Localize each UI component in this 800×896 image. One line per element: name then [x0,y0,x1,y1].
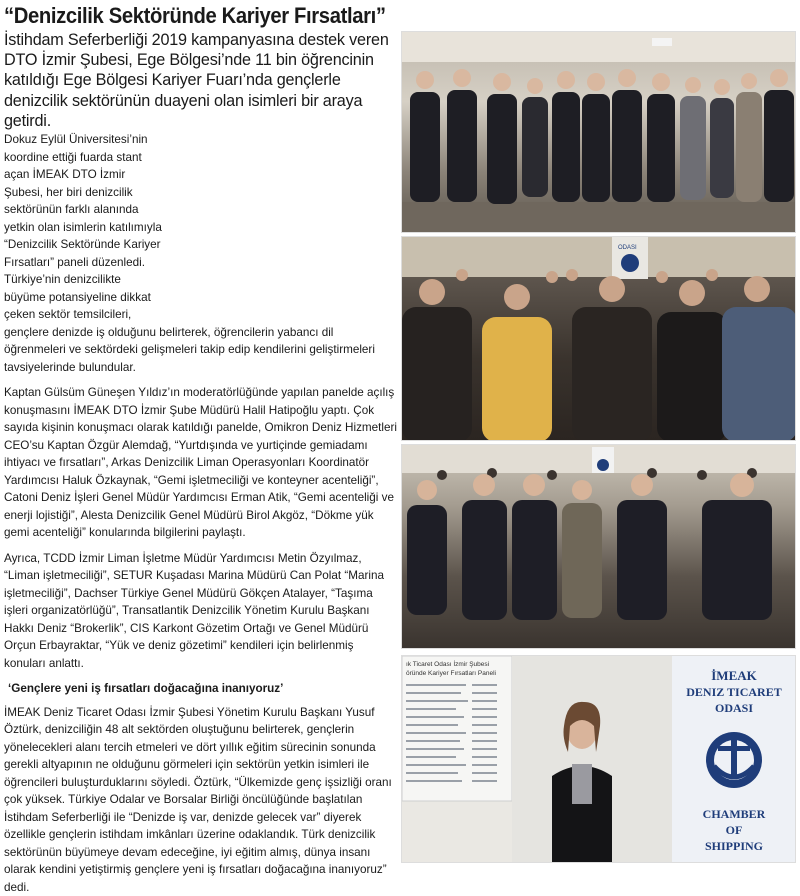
subheading: ‘Gençlere yeni iş fırsatları doğacağına inanıyoruz’ [8,680,398,698]
anchor-logo-icon [706,732,762,788]
article-body [4,131,398,896]
photo2-banner-text: ODASI [618,245,637,251]
banner-line4: CHAMBER [703,807,766,821]
article-lead: İstihdam Seferberliği 2019 kampanyasına destek veren DTO İzmir Şubesi, Ege Bölgesi’nde 11 bin öğrencinin katıldığı Ege Bölgesi Kariyer Fuarı’nda gençlerle denizcilik sektörünün duayeni olan isimleri bir araya getirdi. [4,30,396,131]
banner-line2: DENIZ TICARET [686,685,781,699]
paragraph-4: İMEAK Deniz Ticaret Odası İzmir Şubesi Yönetim Kurulu Başkanı Yusuf Öztürk, denizciliğin 48 alt sektörden oluştuğunu belirterek, gençlerin yönelecekleri alanı tercih etmeleri ve dört yıllık eğitim sürecinin sonunda gerekli altyapının ne olduğunu görmeleri için sektörün yetkin isimleri ile öğrencileri buluşturduklarını söyledi. Öztürk, “Ülkemizde genç işsizliği oranı çok yüksek. Türkiye Odalar ve Borsalar Birliği öncülüğünde başlatılan İstihdam Seferberliği ile “Denizde iş var, denizde gelecek var” diyerek özellikle gençlerin istihdam imkânları üzerine odaklandık. Türk denizcilik sektörünün büyümeye devam edeceğine, iyi eğitim almış, dünya insanı olarak kendini yetiştirmiş gençlere yeni iş fırsatları doğacağına inanıyoruz” dedi. [4,704,398,896]
photo-panelists-seated [401,444,796,649]
screen-title-2: öründe Kariyer Fırsatları Paneli [406,670,496,677]
screen-title-1: ık Ticaret Odası İzmir Şubesi [406,659,489,668]
paragraph-1-narrow: Dokuz Eylül Üniversitesi’nin koordine ettiği fuarda stant açan İMEAK DTO İzmir Şubesi, her biri denizcilik sektörünün farklı alanında yetkin olan isimlerin katılımıyla “Denizcilik Sektöründe Kariyer Fırsatları” paneli düzenledi. Türkiye’nin denizcilikte büyüme potansiyeline dikkat çeken sektör temsilcileri, [4,131,164,324]
paragraph-2: Kaptan Gülsüm Güneşen Yıldız’ın moderatörlüğünde yapılan panelde açılış konuşmasını İMEAK DTO İzmir Şube Müdürü Halil Hatipoğlu yaptı. Çok sayıda kişinin konuşmacı olarak katıldığı panelde, Omikron Deniz Hizmetleri CEO’su Kaptan Özgür Alemdağ, “Yurtdışında ve yurtiçinde gemiadamı ihtiyacı ve fırsatları”, Arkas Denizcilik Liman Operasyonları Koordinatör Yardımcısı Haluk Özkaynak, “Gemi işletmeciliği ve konteyner acenteliği”, Catoni Deniz İşleri Genel Müdür Yardımcısı Erman Atik, “Gemi acenteliği ve enerji lojistiği”, Alesta Denizcilik Genel Müdürü Birol Akgöz, “Dökme yük gemi acenteliği” konularında bilgilerini paylaştı. [4,384,398,542]
banner-line1: İMEAK [711,668,757,683]
paragraph-3: Ayrıca, TCDD İzmir Liman İşletme Müdür Yardımcısı Metin Özyılmaz, “Liman işletmeciliği”, SETUR Kuşadası Marina Müdürü Can Polat “Marina işletmeciliği”, Dachser Türkiye Genel Müdürü Gökçen Atalayer, “Taşıma işleri organizatörlüğü”, Transatlantik Denizcilik Yönetim Kurulu Başkanı Hakkı Deniz “Brokerlik”, CIS Karkont Gözetim Ortağı ve Genel Müdürü Orçun Erbayraktar, “Yük ve deniz gözetimi” kendileri için belirlenmiş konuları anlattı. [4,550,398,673]
photo-speaker-banner [401,655,796,863]
photo-audience [401,236,796,441]
banner-line5: OF [726,823,743,837]
photo-group-standing [401,31,796,233]
paragraph-1-wide: gençlere denizde iş olduğunu belirterek, öğrencilerin yabancı dil öğrenmeleri ve sektördeki gelişmeleri takip edip kendilerini geliştirmeleri tavsiyelerinde bulundular. [4,324,398,377]
article-title: “Denizcilik Sektöründe Kariyer Fırsatları” [4,2,372,30]
banner-line3: ODASI [715,701,753,715]
banner-line6: SHIPPING [705,839,763,853]
